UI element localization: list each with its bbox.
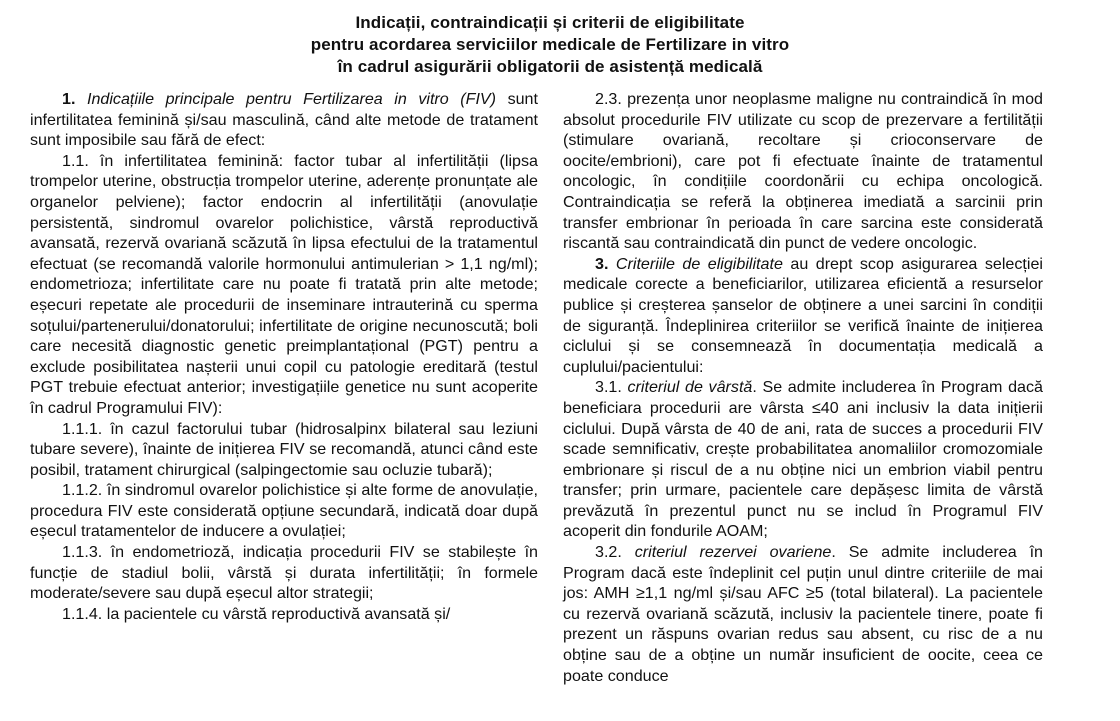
criterion-age-heading: criteriul de vârstă [627,378,753,397]
paragraph-1-1-3: 1.1.3. în endometrioză, indicația procedurii FIV se stabilește în funcție de stadiul bolii, vârstă și durata infertilității; în formele moderate/severe sau după eșecul altor strategii; [30,543,538,603]
paragraph-1-1-1: 1.1.1. în cazul factorului tubar (hidrosalpinx bilateral sau leziuni tubare severe), înainte de inițierea FIV se recomandă, atunci când este posibil, tratament chirurgical (salpingectomie sau ocluzie tubară); [30,419,538,479]
section-heading-3: Criteriile de eligibilitate [615,254,783,273]
criterion-ovarian-reserve-heading: criteriul rezervei ovariene [634,543,832,562]
paragraph-3-1-number: 3.1. [595,378,622,397]
paragraph-3-1-text: . Se admite includerea în Program dacă beneficiara procedurii are vârsta ≤40 ani inclusiv la data inițierii ciclului. După vârsta de 40 de ani, rata de succes a procedurii FIV scade semnificativ, crește probabilitatea anomaliilor cromozomiale embrionare și riscul de a nu obține nici un embrion viabil pentru transfer; prin urmare, pacientele care depășesc limita de vârstă prevăzută în prezentul punct nu se includ în Programul FIV acoperit din fondurile AOAM; [563,378,1043,541]
left-column [30,89,538,624]
paragraph-1 [30,89,538,151]
paragraph-3 [563,254,1043,378]
section-number-1: 1. [62,90,76,108]
paragraph-1-1-2: 1.1.2. în sindromul ovarelor polichistice și alte forme de anovulație, procedura FIV este considerată opțiune secundară, indicată doar după eșecul tratamentelor de inducere a ovulației; [30,481,538,541]
paragraph-1-1-4: 1.1.4. la pacientele cu vârstă reproductivă avansată și/ [62,604,451,623]
paragraph-3-2 [563,542,1043,686]
paragraph-3-2-number: 3.2. [595,543,622,562]
section-number-3: 3. [595,254,609,273]
paragraph-2-3: 2.3. prezența unor neoplasme maligne nu contraindică în mod absolut procedurile FIV utilizate cu scop de prezervare a fertilității (stimulare ovariană, recoltare și crioconservare de oocite/embrioni), care pot fi efectuate înainte de tratamentul oncologic, în condițiile coordonării cu echipa oncologică. Contraindicația se referă la obținerea imediată a sarcinii prin transfer embrionar în perioada în care sarcina este considerată riscantă sau contraindicată din punct de vedere oncologic. [563,90,1043,253]
paragraph-3-2-text: . Se admite includerea în Program dacă este îndeplinit cel puțin unul dintre criteriile de mai jos: AMH ≥1,1 ng/ml și/sau AFC ≥5 (total bilateral). La pacientele cu rezervă ovariană scăzută, inclusiv la pacientele tinere, poate fi prezent un răspuns ovarian redus sau absent, cu risc de a nu obține sau de a obține un număr insuficient de oocite, ceea ce poate conduce [563,543,1043,685]
paragraph-3-1 [563,377,1043,542]
right-column [563,89,1043,686]
paragraph-1-1: 1.1. în infertilitatea feminină: factor tubar al infertilității (lipsa trompelor uterine, obstrucția trompelor uterine, aderențe pronunțate ale organelor pelviene); factor endocrin al infertilității (anovulație persistentă, sindromul ovarelor polichistice, vârstă reproductivă avansată, rezervă ovariană scăzută în lipsa efectului de la tratamentul efectuat (se recomandă valorile hormonului antimulerian > 1,1 ng/ml); endometrioza; infertilitate care nu poate fi tratată prin alte metode; eșecuri repetate ale procedurii de inseminare intrauterină cu sperma soțului/partenerului/donatorului; infertilitate de origine necunoscută; boli care necesită diagnostic genetic preimplantațional (PGT) pentru a exclude posibilitatea nașterii unui copil cu patologie ereditară (testul PGT trebuie efectuat anterior; investigațiile genetice nu sunt acoperite în cadrul Programului FIV): [30,151,538,417]
section-heading-1: Indicațiile principale pentru Fertilizarea in vitro (FIV) [86,90,497,108]
title-line-3: în cadrul asigurării obligatorii de asistență medicală [337,57,763,76]
title-line-2: pentru acordarea serviciilor medicale de Fertilizare in vitro [310,35,790,54]
paragraph-1-text: sunt infertilitatea feminină și/sau masculină, când alte metode de tratament sunt imposibile sau fără de efect: [30,90,538,150]
title-line-1: Indicații, contraindicații și criterii de eligibilitate [355,13,745,32]
paragraph-3-text: au drept scop asigurarea selecției medicale corecte a beneficiarilor, utilizarea eficientă a resurselor publice și creșterea șanselor de obținere a unei sarcini în condiții de siguranță. Îndeplinirea criteriilor se verifică înainte de inițierea ciclului și se consemnează în documentația medicală a cuplului/pacientului: [563,254,1043,376]
document-title [0,12,1100,78]
